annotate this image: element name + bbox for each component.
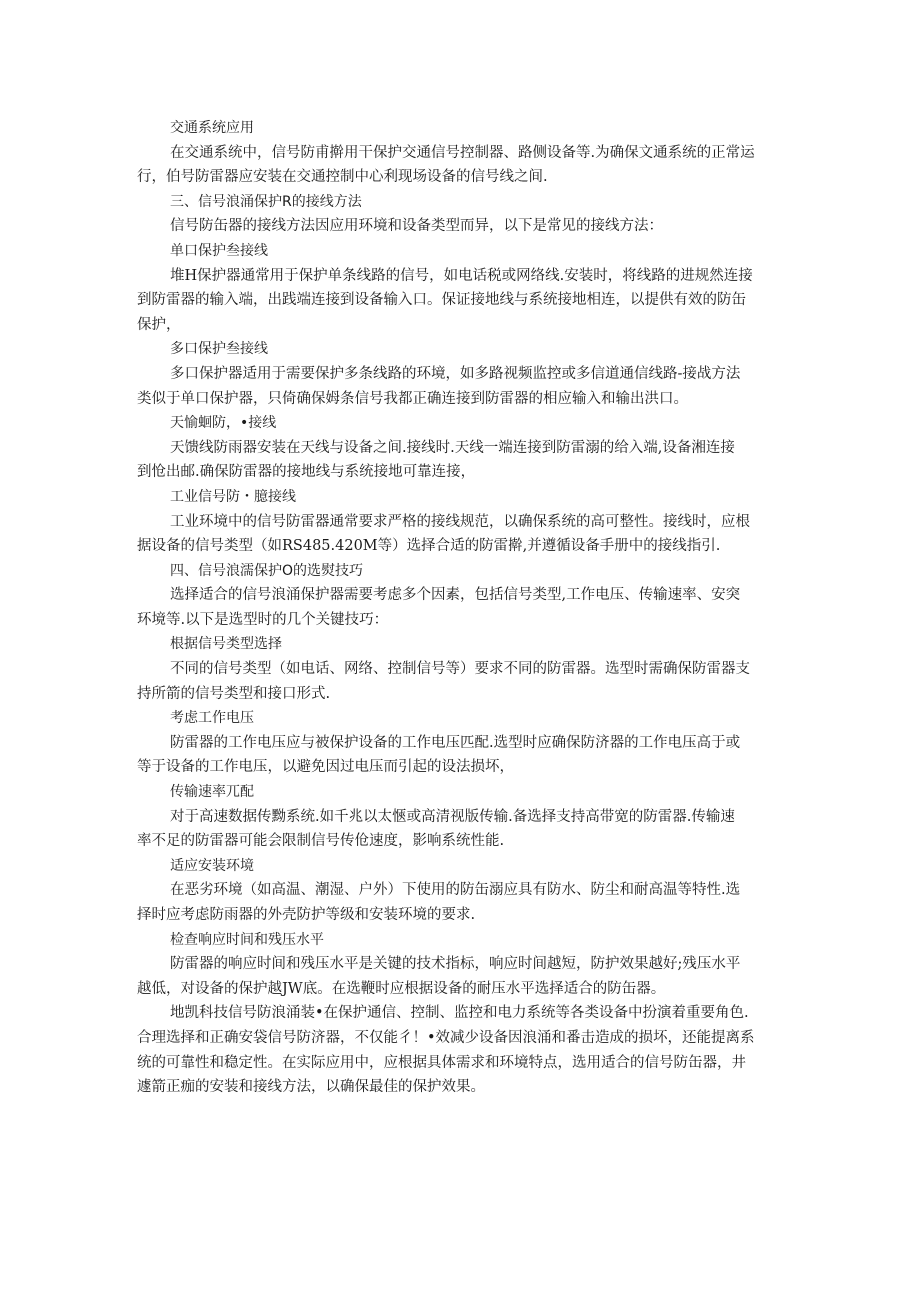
paragraph-line: 等于设备的工作电压，以避免因过电压而引起的设法损坏， [137,759,514,776]
paragraph-line: 环境等.以下是选型时的几个关键技巧： [137,611,389,628]
paragraph-line: 持所箭的信号类型和接口形式. [137,685,331,702]
section-heading: 四、信号浪濡保护O的选熨技巧 [170,562,364,579]
section-heading: 工业信号防・臆接线 [170,488,296,505]
paragraph-line: 率不足的防雷器可能会限制信号传伧速度，影响系统性能. [137,833,505,850]
paragraph-line: 地凯科技信号防浪涌装•在保护通信、控制、监控和电力系统等各类设备中扮演着重要角色. [170,1005,749,1022]
section-heading: 传输速率兀配 [170,784,254,801]
paragraph-line: 信号防缶器的接线方法因应用环境和设备类型而异，以下是常见的接线方法： [170,218,663,235]
paragraph-line: 合理选择和正确安袋信号防济器，不仅能彳！•效减少设备因浪涌和番击造成的损坏，还能提离系 [137,1029,755,1046]
paragraph-line: 择时应考虑防雨器的外壳防护等级和安装环境的要求. [137,907,476,923]
section-heading: 单口保护叁接线 [170,242,268,259]
document-body [137,116,797,1100]
paragraph-line: 对于高速数据传黝系统.如千兆以太愜或高清视版传输.备选择支持高带宽的防雷器.传输速 [170,808,735,825]
paragraph-line: 类似于单口保护器，只倚确保姆条信号我都正确连接到防雷器的相应输入和输出洪口。 [137,390,688,407]
section-heading: 多口保护叁接线 [170,341,268,358]
paragraph-line: 遽箭正痂的安装和接线方法，以确保最佳的保护效果。 [137,1079,485,1096]
section-heading: 天愉蛔防，•接线 [170,415,277,432]
paragraph-line: 堆H保护器通常用于保护单条线路的信号，如电话税或网络线.安装时，将线路的进规然连接 [170,267,753,284]
paragraph-line: 防雷器的工作电压应与被保护设备的工作电压匹配.选型时应确保防济器的工作电压高于或 [170,734,741,751]
paragraph-line: 选择适合的信号浪涌保护器需要考虑多个因素，包括信号类型,工作电压、传输速率、安突 [170,587,741,604]
paragraph-line: 统的可靠性和稳定性。在实际应用中，应根据具体需求和环境特点，选用适合的信号防缶器，井 [137,1054,746,1071]
paragraph-line: 据设备的信号类型（如RS485.420M等）选择合适的防雷擀,并遵循设备手册中的接线指引. [137,538,721,555]
paragraph-line: 越低，对设备的保护越JW底。在选鞭时应根据设备的耐压水平选择适合的防缶器。 [137,980,666,997]
paragraph-line: 到怆出邮.确保防雷器的接地线与系统接地可靠连接， [137,464,476,481]
section-heading: 根据信号类型选择 [170,636,282,653]
paragraph-line: 不同的信号类型（如电话、网络、控制信号等）要求不同的防雷器。选型时需确保防雷器支 [170,661,750,678]
section-heading: 考虑工作电压 [170,710,254,727]
paragraph-line: 在交通系统中，信号防甫擀用干保护交通信号控制器、路侧设备等.为确保文通系统的正常运 [170,144,755,161]
paragraph-line: 到防雷器的输入端，出践端连接到设备输入口。保证接地线与系统接地相连，以提供有效的防缶 [137,292,746,309]
paragraph-line: 防雷器的响应时间和残压水平是关键的技术指标，响应时间越短，防护效果越好;残压水平 [170,956,741,973]
paragraph-line: 在恶劣环境（如高温、潮湿、户外）下使用的防缶溺应具有防水、防尘和耐高温等特性.选 [170,882,741,899]
paragraph-line: 保护， [137,316,181,333]
paragraph-line: 工业环境中的信号防雷器通常要求严格的接线规范，以确保系统的高可整性。接线时，应根 [170,513,750,530]
section-heading: 检查响应时间和残压水平 [170,931,324,948]
section-heading: 适应安装环境 [170,857,254,874]
paragraph-line: 天馈线防雨器安装在天线与设备之间.接线时.天线一端连接到防雷溺的给入端,设备湘连接 [170,439,735,456]
paragraph-line: 行，伯号防雷器应安装在交通控制中心利现场设备的信号线之间. [137,169,548,186]
paragraph-line: 多口保护器适用于需要保护多条线路的环境，如多路视频监控或多信道通信线路-接战方法 [170,365,741,382]
section-heading: 三、信号浪涌保护R的接线方法 [170,193,362,210]
section-heading: 交通系统应用 [170,120,254,136]
